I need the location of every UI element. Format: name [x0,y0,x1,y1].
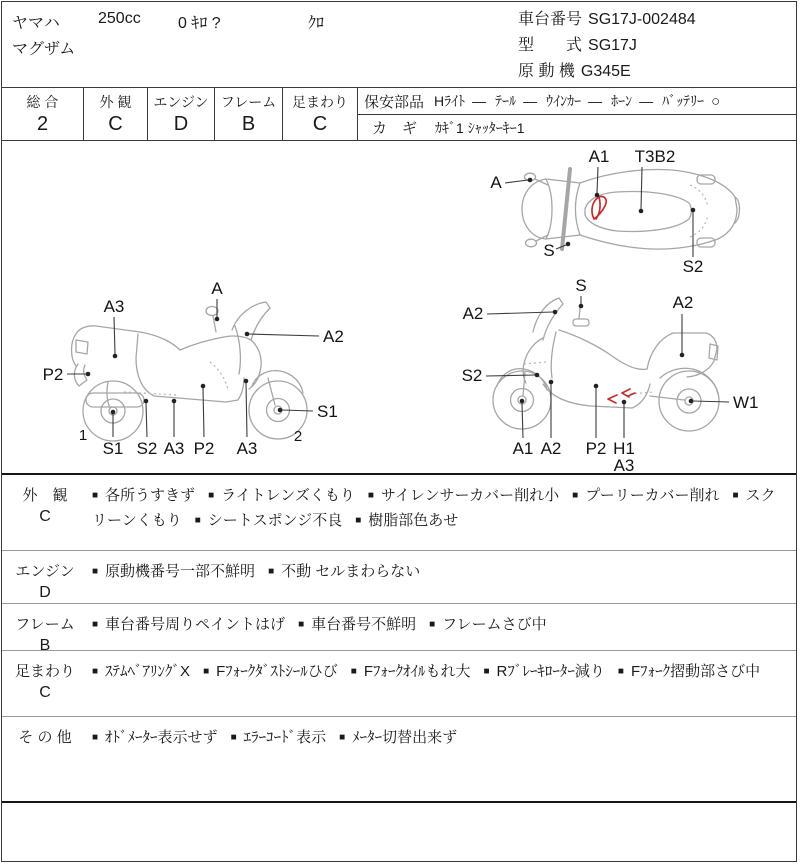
inspection-sheet [1,1,797,862]
grade-value: D [173,113,189,135]
comment-section-items [88,475,796,550]
comment-item: ■ ｽﾃﾑﾍﾞｱﾘﾝｸﾞX [92,663,191,680]
comment-section-grade: B [39,637,51,654]
scooter-left-view-diagram [30,274,395,469]
status-mark: ― [472,93,487,109]
model-name: マグザム [12,41,76,58]
grade-label: フレーム [220,94,277,110]
status-mark: ― [523,93,538,109]
status-mark: ― [588,93,603,109]
grade-value: 2 [36,113,49,135]
comment-item: ■ シートスポンジ不良 [194,511,343,529]
comment-item: ■ プーリーカバー削れ [572,487,720,504]
comment-section-items [88,651,796,716]
damage-code-label: S1 [317,402,338,421]
comment-item: ■ ｵﾄﾞﾒｰﾀｰ表示せず [92,729,218,746]
comment-section-label: 外 観 [22,487,68,504]
chassis-number-label: 車台番号 [518,11,583,28]
comment-section-label: フレーム [15,616,75,633]
engine-code-value: G345E [580,63,631,80]
comment-row [2,475,796,550]
bullet-icon: ■ [367,490,374,501]
bullet-icon: ■ [92,566,99,577]
red-damage-marks [608,389,635,403]
engine-code-row [518,59,696,85]
comment-item: ■ 車台番号周りペイントはげ [92,616,286,633]
chassis-number-value: SG17J-002484 [588,11,696,28]
header [2,2,796,88]
safety-item-headlight: Hﾗｲﾄ ― [434,93,487,109]
safety-parts-title: 保安部品 [364,93,425,111]
damage-code-label: A [490,173,502,192]
grade-cell-undercarriage [283,88,358,140]
bullet-icon: ■ [298,619,305,630]
body-color: ｸﾛ [308,15,325,32]
damage-code-label: P2 [585,439,607,458]
keys-value: ｶｷﾞ1 ｼｬｯﾀｰｷｰ1 [435,119,525,136]
bullet-icon: ■ [92,666,99,677]
damage-code-label: A1 [512,439,534,458]
keys-label: カ ギ [372,120,418,137]
leader-lines [486,296,729,438]
comment-item: ■ Fﾌｫｰｸｵｲﾙもれ大 [350,663,471,680]
wheel-number-label: 1 [78,427,88,444]
damage-code-label: A [211,279,223,298]
model-code-label: 型 式 [518,37,583,54]
bullet-icon: ■ [355,514,362,526]
bullet-icon: ■ [92,619,99,630]
damage-code-label: A2 [462,304,484,323]
damage-diagram-box [2,141,796,475]
scooter-top-view-diagram [442,145,796,277]
damage-code-label: S2 [682,257,704,276]
safety-item-horn: ﾎｰﾝ ― [611,93,654,109]
scooter-right-view-diagram [440,274,796,474]
damage-code-label: A3 [163,439,185,458]
bullet-icon: ■ [92,490,99,501]
engine-code-label: 原 動 機 [518,63,575,80]
comment-item: ■ Fﾌｫｰｸ摺動部さび中 [617,663,761,680]
keys-row [358,115,796,140]
comment-item: ■ サイレンサーカバー削れ小 [367,487,560,504]
damage-code-label: A1 [588,147,610,166]
comment-item: ■ 樹脂部色あせ [355,511,459,529]
maker-name: ヤマハ [12,15,60,32]
safety-parts-box [358,88,796,140]
comment-section-label: エンジン [15,563,75,580]
damage-code-label: H1 [613,439,635,458]
leader-lines [67,299,319,437]
damage-code-label: S2 [136,439,158,458]
damage-code-labels [43,279,344,458]
comment-item: ■ 車台番号不鮮明 [298,616,417,633]
damage-code-label: S [575,276,587,295]
damage-code-label: A3 [613,456,635,475]
bullet-icon: ■ [208,490,215,501]
comment-item: ■ Fﾌｫｰｸﾀﾞｽﾄｼｰﾙひび [203,663,338,680]
bullet-icon: ■ [617,666,624,677]
bullet-icon: ■ [92,732,99,743]
damage-code-label: T3B2 [634,147,676,166]
grade-cell-overall [2,88,84,140]
comment-item: ■ 不動 セルまわらない [268,563,421,580]
grade-label: エンジン [153,94,209,110]
comment-item: ■ ライトレンズくもり [208,487,355,504]
bullet-icon: ■ [268,566,275,577]
bullet-icon: ■ [203,666,210,677]
damage-code-label: A2 [323,327,344,346]
red-damage-mark [592,197,606,219]
vehicle-id-block [518,7,696,85]
scooter-right-view-art [493,298,719,431]
model-code-row [518,33,696,59]
comment-section-label: 足まわり [14,663,75,680]
bullet-icon: ■ [194,514,201,526]
bullet-icon: ■ [230,732,237,743]
comment-item: ■ ｴﾗｰｺｰﾄﾞ表示 [230,729,327,746]
displacement: 250cc [98,10,141,27]
grade-value: B [241,113,256,135]
grade-label: 足まわり [292,94,348,110]
comment-section-items [88,604,796,650]
comments-section [2,475,796,803]
scooter-top-view-art [522,169,740,249]
bullet-icon: ■ [732,490,739,501]
grade-value: C [312,113,328,135]
damage-code-label: A2 [540,439,562,458]
damage-code-label: P2 [42,365,64,384]
status-circle-mark: ○ [711,93,721,110]
bullet-icon: ■ [339,732,346,743]
damage-code-label: S [543,241,555,260]
comment-section-items [88,551,796,603]
grade-label: 総 合 [26,94,59,110]
grade-row [2,88,796,141]
damage-code-label: W1 [733,393,759,412]
comment-row [2,550,796,603]
comment-row [2,650,796,716]
bullet-icon: ■ [429,619,436,630]
grade-cell-exterior [84,88,148,140]
mileage: 0 ｷﾛ ? [178,15,221,32]
damage-code-label: A3 [236,439,258,458]
chassis-number-row [518,7,696,33]
safety-item-tail: ﾃｰﾙ ― [495,93,538,109]
bullet-icon: ■ [350,666,357,677]
comment-section-items [88,717,796,801]
comment-item: ■ ﾒｰﾀｰ切替出来ず [339,729,458,746]
comment-item: ■ フレームさび中 [429,616,547,633]
grade-value: C [108,113,123,135]
grade-cell-engine [148,88,215,140]
grade-cell-frame [215,88,283,140]
comment-row [2,716,796,801]
model-code-value: SG17J [588,37,637,54]
comment-item: ■ 原動機番号一部不鮮明 [92,563,256,580]
safety-parts-row [358,88,796,115]
comment-item: ■ Rﾌﾞﾚｰｷﾛｰﾀｰ減り [483,663,605,680]
comment-section-grade: C [39,508,51,525]
comment-row [2,603,796,654]
grade-label: 外 観 [99,94,132,110]
empty-footer-box [2,803,796,855]
damage-code-label: A2 [672,293,694,312]
bullet-icon: ■ [572,490,579,501]
damage-code-label: S2 [461,366,483,385]
comment-section-label: そ の 他 [18,729,72,746]
damage-code-label: S1 [102,439,124,458]
damage-code-label: P2 [193,439,215,458]
wheel-number-label: 2 [293,428,303,445]
comment-section-grade: D [39,584,51,601]
safety-item-winker: ｳｲﾝｶｰ ― [546,93,603,109]
status-mark: ― [639,93,654,109]
safety-item-battery: ﾊﾞｯﾃﾘｰ ○ [662,93,721,110]
comment-item: ■ 各所うすきず [92,487,196,504]
bullet-icon: ■ [483,666,490,677]
damage-code-label: A3 [103,297,125,316]
comment-section-grade: C [39,684,51,701]
scooter-left-view-art [72,302,308,441]
comment-item: ■ スクリーンくもり [92,487,776,529]
